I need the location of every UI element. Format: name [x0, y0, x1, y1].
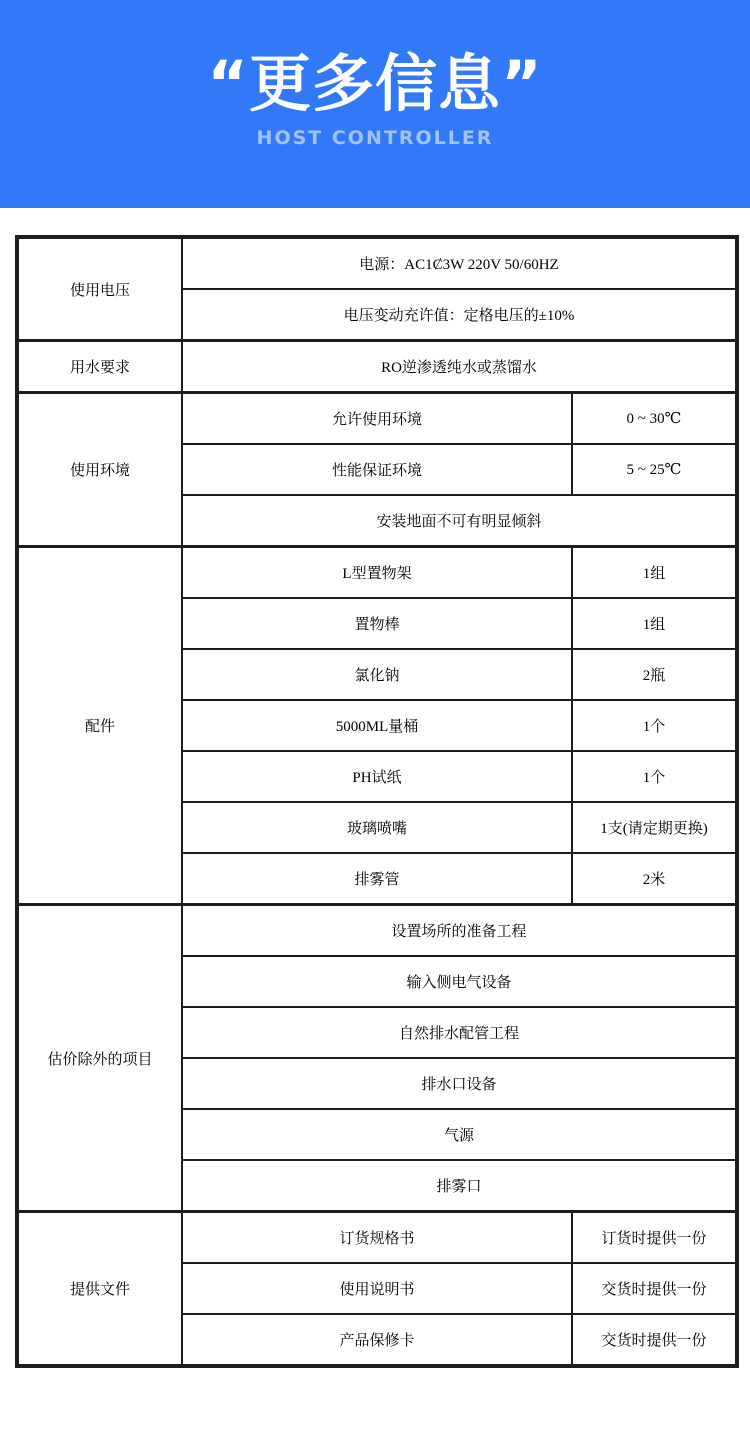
category-cell: 用水要求	[17, 341, 182, 393]
spec-value-cell: 1个	[572, 751, 737, 802]
spec-label-cell: 使用说明书	[182, 1263, 572, 1314]
spec-label-cell: 性能保证环境	[182, 444, 572, 495]
spec-label-cell: PH试纸	[182, 751, 572, 802]
spec-value-cell: 交货时提供一份	[572, 1314, 737, 1366]
table-row	[17, 905, 737, 957]
spec-label-cell: 允许使用环境	[182, 393, 572, 445]
spec-label-cell: 置物棒	[182, 598, 572, 649]
spec-label-cell: 氯化钠	[182, 649, 572, 700]
table-row	[17, 341, 737, 393]
spec-label-cell: 气源	[182, 1109, 737, 1160]
table-row	[17, 547, 737, 599]
category-cell: 使用电压	[17, 237, 182, 341]
spec-label-cell: 设置场所的准备工程	[182, 905, 737, 957]
spec-value-cell: 2瓶	[572, 649, 737, 700]
page-subtitle: HOST CONTROLLER	[256, 127, 494, 149]
table-row	[17, 1212, 737, 1264]
spec-label-cell: 5000ML量桶	[182, 700, 572, 751]
spec-value-cell: 2米	[572, 853, 737, 905]
spec-value-cell: 5 ~ 25℃	[572, 444, 737, 495]
category-cell: 使用环境	[17, 393, 182, 547]
spec-label-cell: 排雾管	[182, 853, 572, 905]
spec-label-cell: 排水口设备	[182, 1058, 737, 1109]
spec-label-cell: RO逆渗透纯水或蒸馏水	[182, 341, 737, 393]
spec-label-cell: 自然排水配管工程	[182, 1007, 737, 1058]
table-row	[17, 237, 737, 289]
page-title: “更多信息”	[207, 47, 543, 120]
spec-value-cell: 1个	[572, 700, 737, 751]
spec-label-cell: L型置物架	[182, 547, 572, 599]
spec-value-cell: 订货时提供一份	[572, 1212, 737, 1264]
category-cell: 配件	[17, 547, 182, 905]
spec-label-cell: 订货规格书	[182, 1212, 572, 1264]
hero-banner	[0, 0, 750, 208]
spec-value-cell: 交货时提供一份	[572, 1263, 737, 1314]
spec-label-cell: 玻璃喷嘴	[182, 802, 572, 853]
category-cell: 提供文件	[17, 1212, 182, 1367]
spec-label-cell: 产品保修卡	[182, 1314, 572, 1366]
spec-label-cell: 电源：AC1Ȼ3W 220V 50/60HZ	[182, 237, 737, 289]
spec-label-cell: 输入侧电气设备	[182, 956, 737, 1007]
spec-table	[15, 235, 739, 1368]
spec-value-cell: 1组	[572, 547, 737, 599]
spec-label-cell: 排雾口	[182, 1160, 737, 1212]
spec-value-cell: 1组	[572, 598, 737, 649]
category-cell: 估价除外的项目	[17, 905, 182, 1212]
table-row	[17, 393, 737, 445]
spec-value-cell: 1支(请定期更换)	[572, 802, 737, 853]
spec-label-cell: 安装地面不可有明显倾斜	[182, 495, 737, 547]
spec-label-cell: 电压变动充许值：定格电压的±10%	[182, 289, 737, 341]
spec-value-cell: 0 ~ 30℃	[572, 393, 737, 445]
